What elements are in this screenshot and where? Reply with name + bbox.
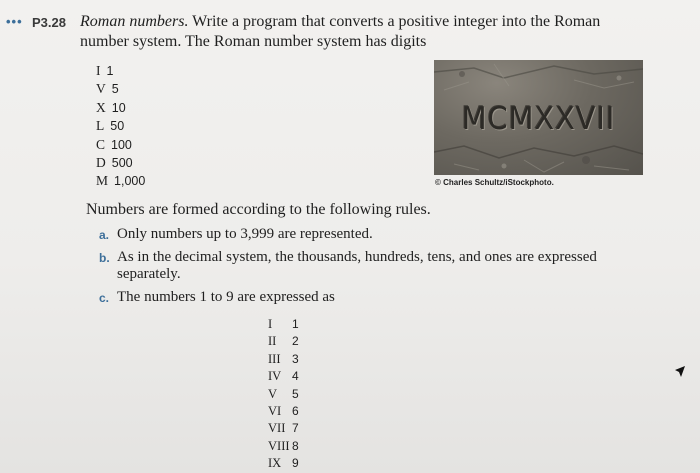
one-to-nine-table	[268, 316, 299, 473]
digit-value: 50	[110, 119, 125, 134]
numeral-value: 5	[292, 386, 299, 401]
roman-numeral: I	[268, 317, 273, 331]
digit-value: 100	[111, 137, 132, 152]
rule-b-label: b.	[99, 251, 110, 265]
problem-intro	[80, 12, 640, 52]
roman-numeral: VII	[268, 421, 286, 436]
inscription-text: MCMXXVII	[461, 101, 616, 137]
rule-a-label: a.	[99, 228, 110, 242]
nine-row	[268, 420, 299, 437]
digit-value: 500	[111, 155, 133, 170]
roman-numeral: III	[268, 351, 281, 366]
problem-title: Roman numbers.	[80, 13, 189, 30]
digit-row	[96, 172, 145, 190]
digit-symbol: I	[96, 63, 101, 78]
roman-digits-list	[96, 62, 145, 191]
roman-numeral: IX	[268, 456, 282, 471]
numeral-value: 8	[292, 438, 299, 453]
numeral-value: 1	[292, 317, 299, 331]
roman-numeral: V	[268, 386, 278, 401]
digit-value: 5	[111, 82, 119, 97]
nine-row	[268, 351, 299, 368]
nine-row	[268, 455, 299, 472]
numeral-value: 7	[292, 421, 299, 436]
numeral-value: 6	[292, 403, 299, 418]
digit-row	[96, 80, 145, 98]
digit-symbol: M	[96, 173, 109, 189]
rule-c-label: c.	[99, 291, 110, 305]
numeral-value: 3	[292, 351, 299, 366]
digit-symbol: D	[96, 154, 106, 170]
roman-numeral: II	[268, 334, 277, 349]
photo-credit: © Charles Schultz/iStockphoto.	[435, 178, 554, 187]
nine-row	[268, 403, 299, 420]
numeral-value: 2	[292, 334, 299, 349]
digit-row	[96, 154, 145, 172]
digit-value: 1	[106, 64, 114, 78]
digit-row	[96, 136, 145, 154]
rule-b-line-2: separately.	[117, 266, 181, 282]
numeral-value: 9	[292, 456, 299, 471]
digit-value: 10	[111, 100, 126, 115]
problem-dots: •••	[6, 14, 23, 29]
digit-symbol: L	[96, 118, 105, 134]
mouse-cursor-icon	[674, 365, 686, 379]
digit-row	[96, 62, 145, 80]
nine-row	[268, 316, 299, 333]
digit-symbol: X	[96, 99, 106, 115]
rules-intro: Numbers are formed according to the following rules.	[86, 201, 431, 218]
intro-line-2: number system. The Roman number system has digits	[80, 33, 427, 50]
nine-row	[268, 333, 299, 350]
digit-symbol: V	[96, 81, 106, 97]
roman-numeral: IV	[268, 369, 282, 384]
rule-b-line-1: As in the decimal system, the thousands, hundreds, tens, and ones are expressed	[117, 249, 597, 265]
nine-row	[268, 386, 299, 403]
problem-number: P3.28	[32, 15, 66, 30]
digit-symbol: C	[96, 136, 106, 152]
rule-c-text: The numbers 1 to 9 are expressed as	[117, 289, 335, 305]
rule-b-text	[117, 249, 622, 283]
stone-inscription-photo	[434, 60, 643, 175]
digit-value: 1,000	[114, 174, 146, 189]
roman-numeral: VIII	[268, 438, 290, 453]
digit-row	[96, 99, 145, 117]
nine-row	[268, 438, 299, 455]
rule-a-text: Only numbers up to 3,999 are represented.	[117, 226, 373, 242]
numeral-value: 4	[292, 369, 299, 384]
roman-numeral: VI	[268, 403, 282, 418]
digit-row	[96, 117, 145, 135]
intro-line-1: Write a program that converts a positive integer into the Roman	[192, 13, 601, 30]
nine-row	[268, 368, 299, 385]
